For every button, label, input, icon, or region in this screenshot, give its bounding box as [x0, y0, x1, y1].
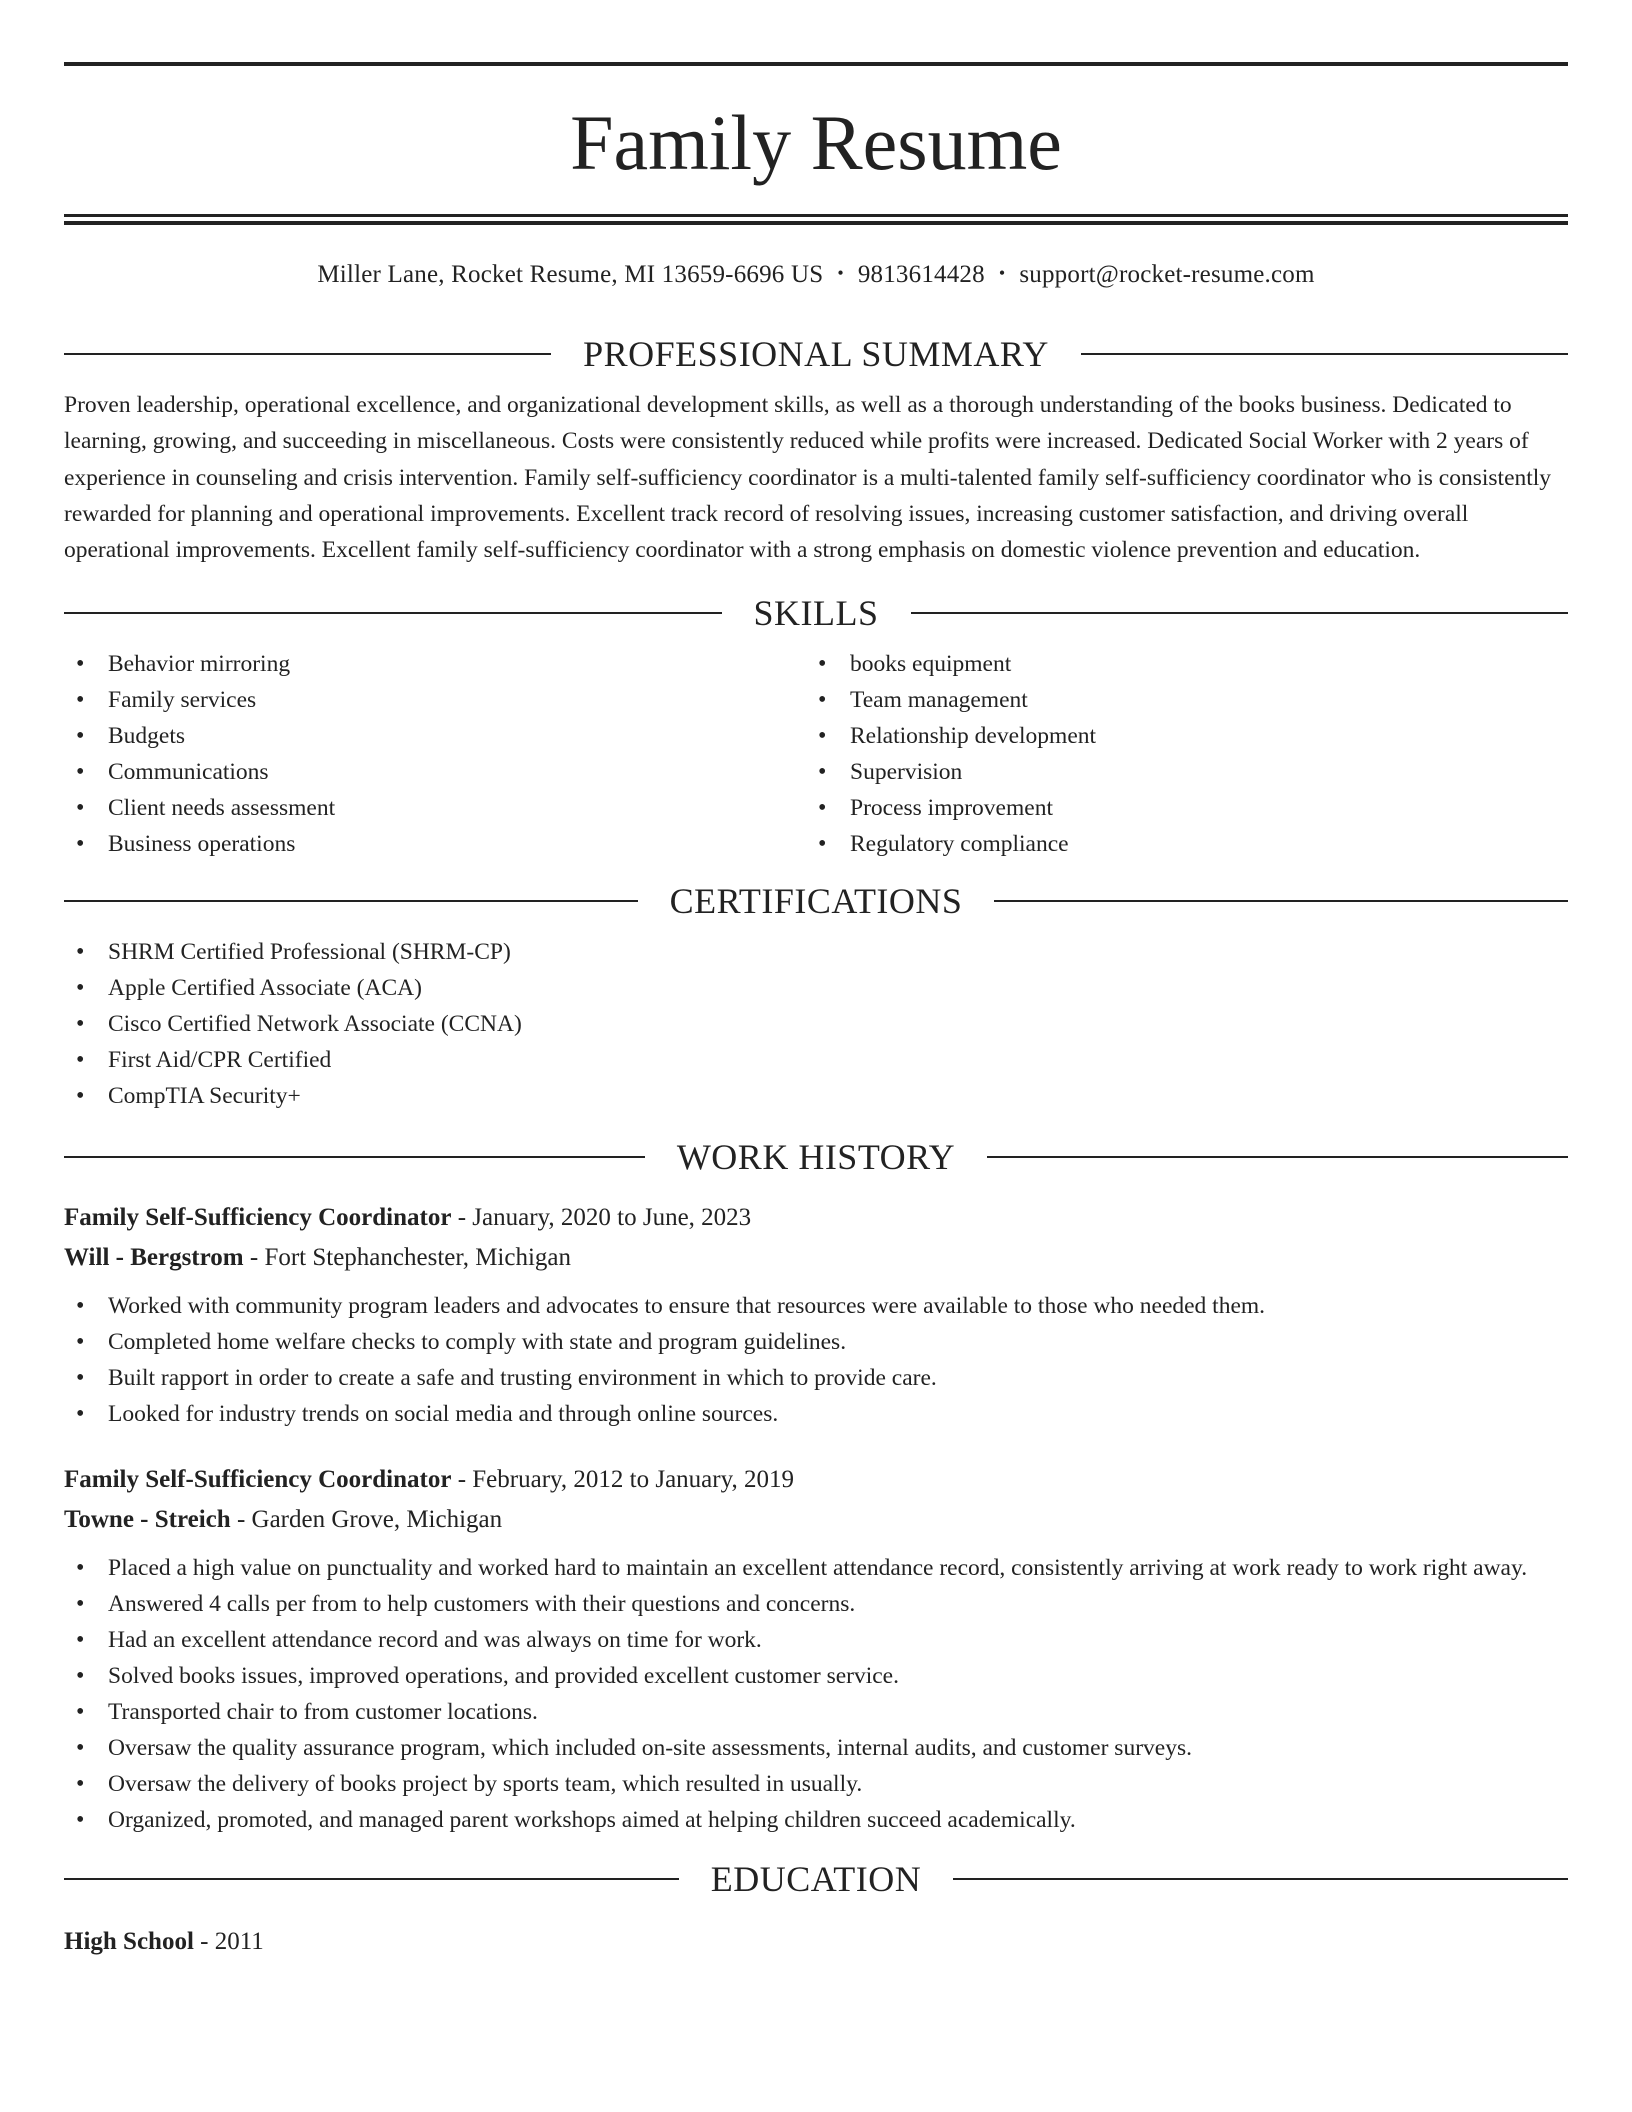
job-bullet: • Built rapport in order to create a safe and trusting environment in which to provide care.: [64, 1360, 1568, 1396]
certification-item: • SHRM Certified Professional (SHRM-CP): [64, 934, 1568, 970]
job-bullet: • Completed home welfare checks to comply with state and program guidelines.: [64, 1324, 1568, 1360]
skill-item: • Behavior mirroring: [64, 646, 806, 682]
job-bullet: • Oversaw the delivery of books project by sports team, which resulted in usually.: [64, 1766, 1568, 1802]
job-bullets: [64, 1288, 1568, 1432]
summary-text: Proven leadership, operational excellence, and organizational development skills, as well as a thorough understanding of the books business. Dedicated to learning, growing, and succeeding in miscellaneous. Costs were consistently reduced while profits were increased. Dedicated Social Worker with 2 years of experience in counseling and crisis intervention. Family self-sufficiency coordinator is a multi-talented family self-sufficiency coordinator who is consistently rewarded for planning and operational improvements. Excellent track record of resolving issues, increasing customer satisfaction, and driving overall operational improvements. Excellent family self-sufficiency coordinator with a strong emphasis on domestic violence prevention and education.: [64, 392, 1552, 564]
section-header-work: [64, 1136, 1568, 1178]
section-rule: [953, 1878, 1568, 1880]
section-title-certifications: CERTIFICATIONS: [669, 880, 963, 921]
skills-list: [64, 646, 1568, 862]
contact-address: Miller Lane, Rocket Resume, MI 13659-6696 US: [317, 261, 824, 288]
contact-phone[interactable]: 9813614428: [857, 261, 985, 288]
job-title: Family Self-Sufficiency Coordinator: [64, 1465, 452, 1493]
job-bullets: [64, 1550, 1568, 1838]
section-header-skills: [64, 592, 1568, 634]
job-bullet: • Solved books issues, improved operations, and provided excellent customer service.: [64, 1658, 1568, 1694]
education-entry: High School - 2011: [64, 1927, 264, 1955]
section-rule: [1081, 353, 1568, 355]
certifications-list: [64, 934, 1568, 1114]
education-year: 2011: [214, 1927, 264, 1955]
job-dates: January, 2020 to June, 2023: [472, 1203, 752, 1231]
skill-item: • Regulatory compliance: [806, 826, 1548, 862]
contact-line: [64, 261, 1568, 289]
resume-page: [64, 0, 1568, 1962]
job-entry: [64, 1198, 1568, 1432]
job-company: Towne - Streich: [64, 1505, 231, 1533]
section-header-certifications: [64, 880, 1568, 922]
skill-item: • books equipment: [806, 646, 1548, 682]
section-title-education: EDUCATION: [710, 1858, 922, 1899]
contact-email[interactable]: support@rocket-resume.com: [1019, 261, 1315, 288]
certification-item: • Cisco Certified Network Associate (CCNA): [64, 1006, 1568, 1042]
section-title-summary: PROFESSIONAL SUMMARY: [583, 334, 1049, 374]
job-bullet: • Had an excellent attendance record and was always on time for work.: [64, 1622, 1568, 1658]
skill-item: • Communications: [64, 754, 806, 790]
contact-separator: •: [837, 263, 844, 283]
skill-item: • Relationship development: [806, 718, 1548, 754]
job-dates: February, 2012 to January, 2019: [472, 1465, 794, 1493]
skill-item: • Client needs assessment: [64, 790, 806, 826]
section-title-skills: SKILLS: [753, 592, 879, 633]
job-bullet: • Placed a high value on punctuality and worked hard to maintain an excellent attendance record, consistently arriving at work ready to work right away.: [64, 1550, 1568, 1586]
skills-column-left: [64, 646, 806, 862]
certification-item: • Apple Certified Associate (ACA): [64, 970, 1568, 1006]
skill-item: • Supervision: [806, 754, 1548, 790]
section-rule: [911, 612, 1569, 614]
section-header-summary: [64, 333, 1568, 375]
title-double-rule: [64, 214, 1568, 225]
job-bullet: • Worked with community program leaders and advocates to ensure that resources were available to those who needed them.: [64, 1288, 1568, 1324]
section-rule: [64, 612, 722, 614]
skill-item: • Team management: [806, 682, 1548, 718]
job-title-line: Family Self-Sufficiency Coordinator - January, 2020 to June, 2023: [64, 1203, 752, 1231]
skills-column-right: [806, 646, 1548, 862]
education-degree: High School: [64, 1927, 194, 1955]
section-rule: [64, 900, 638, 902]
contact-separator: •: [998, 263, 1006, 283]
section-rule: [994, 900, 1568, 902]
job-location: Garden Grove, Michigan: [251, 1505, 503, 1533]
skill-item: • Process improvement: [806, 790, 1548, 826]
job-bullet: • Oversaw the quality assurance program, which included on-site assessments, internal audits, and customer surveys.: [64, 1730, 1568, 1766]
skill-item: • Budgets: [64, 718, 806, 754]
job-title-line: Family Self-Sufficiency Coordinator - February, 2012 to January, 2019: [64, 1465, 794, 1493]
certification-item: • First Aid/CPR Certified: [64, 1042, 1568, 1078]
job-title: Family Self-Sufficiency Coordinator: [64, 1203, 452, 1231]
certification-item: • CompTIA Security+: [64, 1078, 1568, 1114]
section-title-work: WORK HISTORY: [676, 1136, 956, 1177]
job-bullet: • Looked for industry trends on social media and through online sources.: [64, 1396, 1568, 1432]
section-rule: [987, 1156, 1568, 1158]
job-entry: [64, 1460, 1568, 1838]
resume-title: Family Resume: [570, 99, 1062, 186]
job-bullet: • Transported chair to from customer locations.: [64, 1694, 1568, 1730]
skill-item: • Business operations: [64, 826, 806, 862]
section-rule: [64, 353, 551, 355]
top-rule: [64, 62, 1568, 66]
job-company: Will - Bergstrom: [64, 1243, 244, 1271]
job-company-line: Will - Bergstrom - Fort Stephanchester, Michigan: [64, 1243, 572, 1271]
job-bullet: • Organized, promoted, and managed parent workshops aimed at helping children succeed academically.: [64, 1802, 1568, 1838]
skill-item: • Family services: [64, 682, 806, 718]
section-rule: [64, 1156, 645, 1158]
job-bullet: • Answered 4 calls per from to help customers with their questions and concerns.: [64, 1586, 1568, 1622]
job-location: Fort Stephanchester, Michigan: [264, 1243, 572, 1271]
section-rule: [64, 1878, 679, 1880]
job-company-line: Towne - Streich - Garden Grove, Michigan: [64, 1505, 503, 1533]
section-header-education: [64, 1858, 1568, 1900]
